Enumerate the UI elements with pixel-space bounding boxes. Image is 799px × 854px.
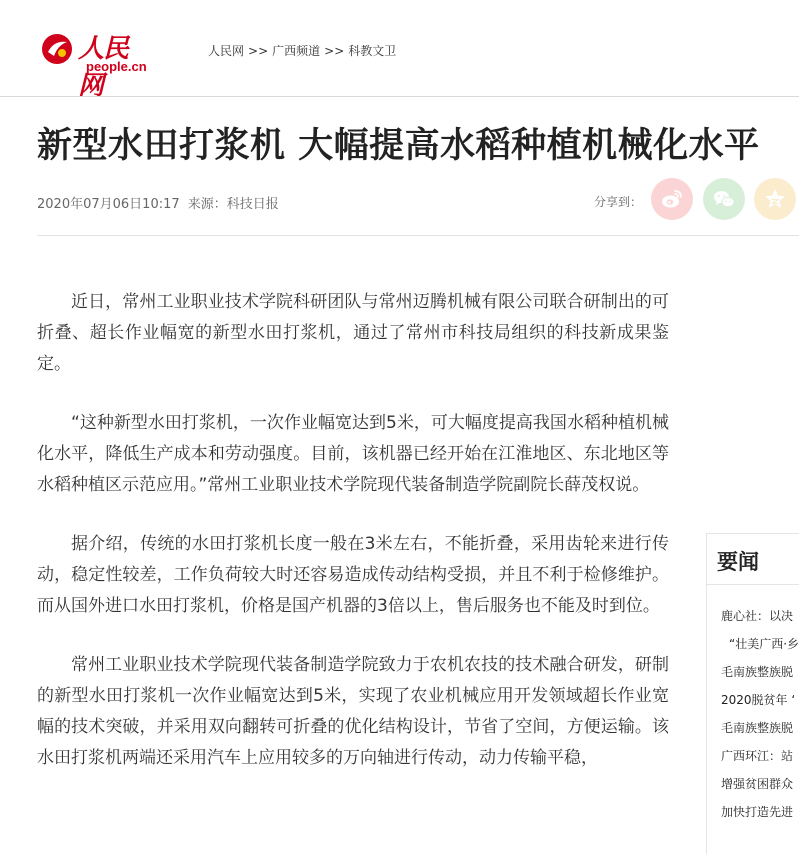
article-paragraph: “这种新型水田打浆机，一次作业幅宽达到5米，可大幅度提高我国水稻种植机械化水平，降低生产成本和劳动强度。目前，该机器已经开始在江淮地区、东北地区等水稻种植区示范应用。”常州工业职业技术学院现代装备制造学院副院长薛茂权说。 bbox=[37, 413, 669, 495]
sidebar-divider bbox=[707, 584, 799, 585]
article-paragraph: 近日，常州工业职业技术学院科研团队与常州迈腾机械有限公司联合研制出的可折叠、超长作业幅宽的新型水田打浆机，通过了常州市科技局组织的科技新成果鉴定。 bbox=[37, 292, 669, 374]
article-paragraph: 据介绍，传统的水田打浆机长度一般在3米左右，不能折叠，采用齿轮来进行传动，稳定性较差，工作负荷较大时还容易造成传动结构受损，并且不利于检修维护。而从国外进口水田打浆机，价格是国产机器的3倍以上，售后服务也不能及时到位。 bbox=[37, 534, 669, 616]
publish-date: 2020年07月06日10:17 bbox=[37, 197, 180, 212]
breadcrumb-home[interactable]: 人民网 bbox=[208, 44, 245, 58]
breadcrumb-separator: >> bbox=[324, 44, 345, 58]
header-divider bbox=[0, 96, 799, 97]
share-qzone-button[interactable] bbox=[754, 178, 796, 220]
breadcrumb-separator: >> bbox=[248, 44, 269, 58]
article-meta bbox=[37, 193, 279, 212]
sidebar-news-item[interactable]: 鹿心社：以决 bbox=[721, 609, 794, 623]
weibo-icon bbox=[660, 187, 684, 211]
sidebar-news-item[interactable]: “壮美广西·乡 bbox=[729, 637, 799, 651]
breadcrumb-kejiao[interactable]: 科教文卫 bbox=[348, 44, 397, 58]
news-sidebar bbox=[706, 533, 799, 854]
sidebar-news-item[interactable]: 毛南族整族脱 bbox=[721, 721, 794, 735]
qzone-icon bbox=[763, 187, 787, 211]
logo-text-cn: 人民网 bbox=[78, 34, 129, 101]
article-paragraph: 常州工业职业技术学院现代装备制造学院致力于农机农技的技术融合研发，研制的新型水田打浆机一次作业幅宽达到5米，实现了农业机械应用开发领域超长作业宽幅的技术突破，并采用双向翻转可折叠的优化结构设计，节省了空间，方便运输。该水田打浆机两端还采用汽车上应用较多的万向轴进行传动，动力传输平稳， bbox=[37, 655, 669, 768]
article-title: 新型水田打浆机 大幅提高水稻种植机械化水平 bbox=[37, 126, 760, 166]
people-logo[interactable] bbox=[40, 28, 152, 101]
share-weibo-button[interactable] bbox=[651, 178, 693, 220]
article-body bbox=[37, 287, 669, 802]
breadcrumb bbox=[208, 42, 396, 59]
article-source[interactable]: 来源：科技日报 bbox=[187, 197, 279, 212]
meta-divider bbox=[37, 235, 799, 236]
share-wechat-button[interactable] bbox=[703, 178, 745, 220]
breadcrumb-guangxi[interactable]: 广西频道 bbox=[272, 44, 321, 58]
sidebar-news-item[interactable]: 增强贫困群众 bbox=[721, 777, 794, 791]
sidebar-title: 要闻 bbox=[717, 550, 759, 574]
sidebar-news-item[interactable]: 加快打造先进 bbox=[721, 805, 794, 819]
logo-mark-icon bbox=[40, 32, 74, 66]
sidebar-list bbox=[721, 602, 799, 826]
share-label: 分享到： bbox=[594, 195, 643, 209]
wechat-icon bbox=[712, 187, 736, 211]
sidebar-news-item[interactable]: 毛南族整族脱 bbox=[721, 665, 794, 679]
logo-text-en: people.cn bbox=[86, 59, 147, 74]
sidebar-news-item[interactable]: 广西环江：站 bbox=[721, 749, 794, 763]
sidebar-news-item[interactable]: 2020脱贫年 ‘ bbox=[721, 693, 796, 707]
